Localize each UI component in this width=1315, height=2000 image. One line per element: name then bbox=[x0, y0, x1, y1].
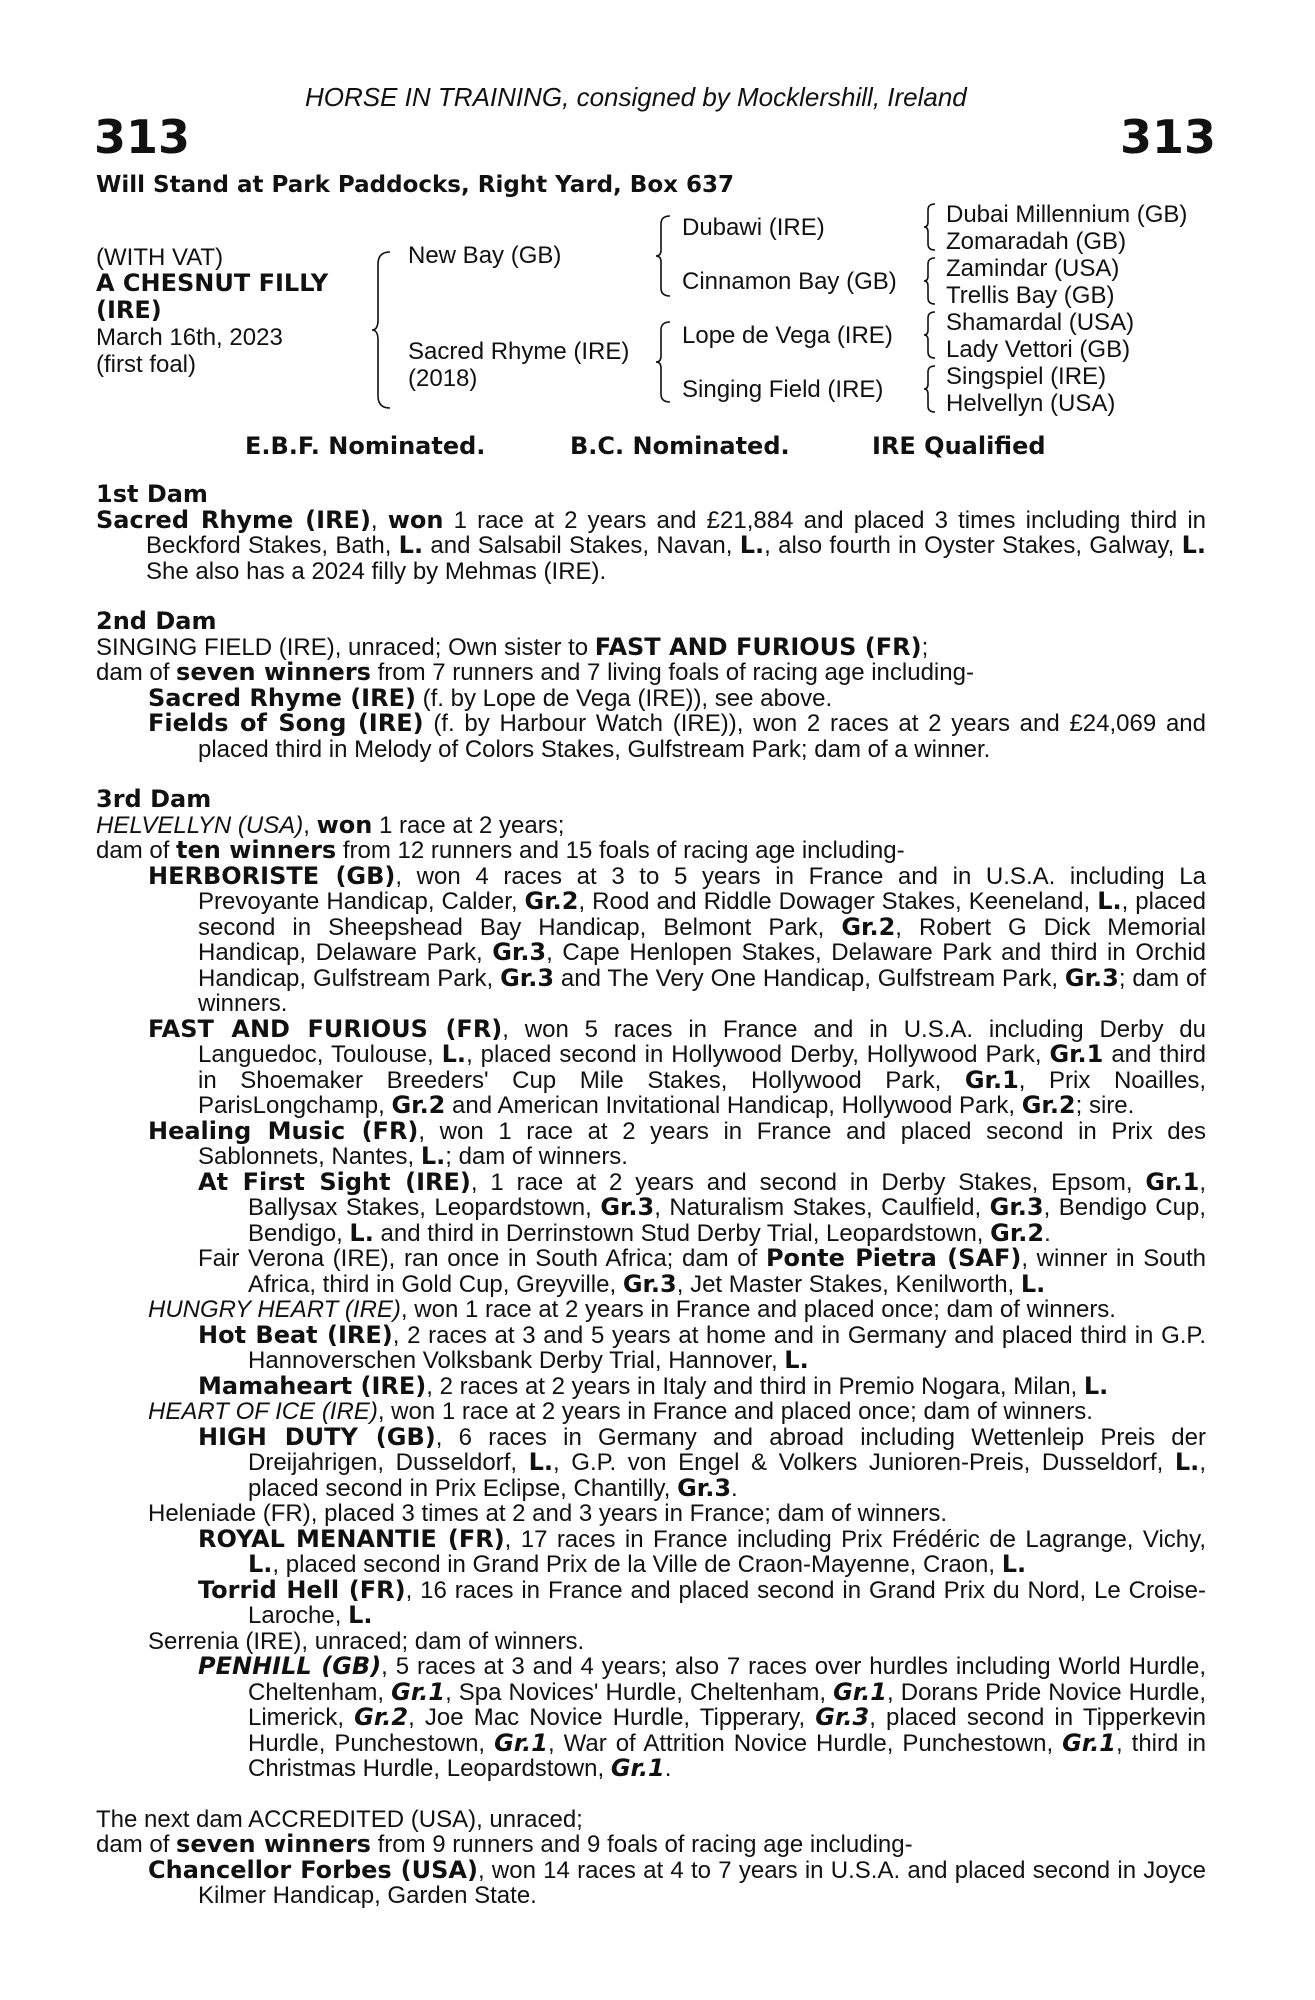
grand-produce-entry: Mamaheart (IRE), 2 races at 2 years in Italy and third in Premio Nogara, Milan, L. bbox=[198, 1371, 1109, 1400]
ire-qualification: IRE Qualified bbox=[872, 432, 1046, 460]
sire: New Bay (GB) bbox=[408, 242, 562, 269]
pedigree-brace-dam bbox=[654, 320, 674, 404]
horse-origin: (IRE) bbox=[96, 296, 162, 324]
ancestor-g3: Zamindar (USA) bbox=[946, 255, 1120, 282]
ancestor-g2: Zomaradah (GB) bbox=[946, 228, 1127, 255]
won-label: won bbox=[387, 505, 444, 534]
sire-sire: Dubawi (IRE) bbox=[682, 214, 825, 241]
grand-produce-entry: ROYAL MENANTIE (FR), 17 races in France including Prix Frédéric de Lagrange, Vichy, L., placed second in Grand Prix de la Ville de Craon-Mayenne, Craon, L. bbox=[198, 1524, 1207, 1578]
produce-entry: Heleniade (FR), placed 3 times at 2 and 3 years in France; dam of winners. bbox=[148, 1500, 948, 1527]
third-dam-heading: 3rd Dam bbox=[96, 785, 212, 813]
ancestor-g6: Lady Vettori (GB) bbox=[946, 336, 1131, 363]
grand-produce-entry: PENHILL (GB), 5 races at 3 and 4 years; also 7 races over hurdles including World Hurdle, Cheltenham, Gr.1, Spa Novices' Hurdle, Cheltenham, Gr.1, Dorans Pride Novice Hurdle, Limerick, Gr.2, Joe Mac Novice Hurdle, Tipperary, Gr.3, placed second in Tipperkevin Hurdle, Punchestown, Gr.1, War of Attrition Novice Hurdle, Punchestown, Gr.1, third in Christmas Hurdle, Leopardstown, Gr.1. bbox=[198, 1652, 1206, 1782]
stand-location: Will Stand at Park Paddocks, Right Yard, Box 637 bbox=[96, 172, 734, 198]
ancestor-g7: Singspiel (IRE) bbox=[946, 363, 1107, 390]
dam-dam: Singing Field (IRE) bbox=[682, 376, 884, 403]
ancestor-g8: Helvellyn (USA) bbox=[946, 390, 1116, 417]
pedigree-brace-g3 bbox=[922, 310, 938, 360]
pedigree-brace-g2 bbox=[922, 256, 938, 306]
pedigree-brace-main bbox=[370, 250, 394, 410]
produce-entry: HUNGRY HEART (IRE), won 1 race at 2 years in France and placed once; dam of winners. bbox=[148, 1296, 1116, 1323]
ancestor-g1: Dubai Millennium (GB) bbox=[946, 201, 1188, 228]
grand-produce-entry: Hot Beat (IRE), 2 races at 3 and 5 years at home and in Germany and placed third in G.P. Hannoverschen Volksbank Derby Trial, Hannover, L. bbox=[198, 1320, 1206, 1374]
catalogue-body bbox=[96, 482, 1206, 1909]
pedigree-brace-g1 bbox=[922, 202, 938, 252]
dam-year: (2018) bbox=[408, 365, 478, 392]
pedigree-brace-g4 bbox=[922, 364, 938, 414]
ebf-nomination: E.B.F. Nominated. bbox=[245, 432, 486, 460]
produce-entry: HERBORISTE (GB), won 4 races at 3 to 5 years in France and in U.S.A. including La Prevoyante Handicap, Calder, Gr.2, Rood and Riddle Dowager Stakes, Keeneland, L., placed second in Sheepshead Bay Handicap, Belmont Park, Gr.2, Robert G Dick Memorial Handicap, Delaware Park, Gr.3, Cape Henlopen Stakes, Delaware Park and third in Orchid Handicap, Gulfstream Park, Gr.3 and The Very One Handicap, Gulfstream Park, Gr.3; dam of winners. bbox=[148, 861, 1207, 1017]
grand-produce-entry: Fair Verona (IRE), ran once in South Africa; dam of Ponte Pietra (SAF), winner in South Africa, third in Gold Cup, Greyville, Gr.3, Jet Master Stakes, Kenilworth, L. bbox=[198, 1244, 1206, 1298]
ancestor-g5: Shamardal (USA) bbox=[946, 309, 1135, 336]
produce-entry: Fields of Song (IRE) (f. by Harbour Watch (IRE)), won 2 races at 2 years and £24,069 and placed third in Melody of Colors Stakes, Gulfstream Park; dam of a winner. bbox=[148, 709, 1206, 763]
bc-nomination: B.C. Nominated. bbox=[570, 432, 790, 460]
foal-note: (first foal) bbox=[96, 351, 197, 378]
first-dam-heading: 1st Dam bbox=[96, 480, 208, 508]
produce-entry: Sacred Rhyme (IRE) (f. by Lope de Vega (IRE)), see above. bbox=[148, 683, 833, 712]
produce-entry: Serrenia (IRE), unraced; dam of winners. bbox=[148, 1627, 585, 1655]
grand-produce-entry: At First Sight (IRE), 1 race at 2 years and second in Derby Stakes, Epsom, Gr.1, Ballysax Stakes, Leopardstown, Gr.3, Naturalism Stakes, Caulfield, Gr.3, Bendigo Cup, Bendigo, L. and third in Derrinstown Stud Derby Trial, Leopardstown, Gr.2. bbox=[198, 1167, 1207, 1247]
produce-entry: Healing Music (FR), won 1 race at 2 years in France and placed second in Prix des Sablonnets, Nantes, L.; dam of winners. bbox=[148, 1116, 1206, 1170]
horse-type: A CHESNUT FILLY bbox=[96, 269, 329, 297]
grand-produce-entry: Torrid Hell (FR), 16 races in France and placed second in Grand Prix du Nord, Le Croise-Laroche, L. bbox=[198, 1575, 1206, 1629]
pedigree-brace-sire bbox=[654, 214, 674, 298]
dam-name: Sacred Rhyme (IRE) bbox=[96, 505, 371, 534]
sire-dam: Cinnamon Bay (GB) bbox=[682, 268, 897, 295]
next-dam-produce: dam of seven winners from 9 runners and 9 foals of racing age including- bbox=[96, 1830, 913, 1858]
ancestor-g4: Trellis Bay (GB) bbox=[946, 282, 1115, 309]
dam-sire: Lope de Vega (IRE) bbox=[682, 322, 893, 349]
produce-entry: FAST AND FURIOUS (FR), won 5 races in France and in U.S.A. including Derby du Languedoc, Toulouse, L., placed second in Hollywood Derby, Hollywood Park, Gr.1 and third in Shoemaker Breeders' Cup Mile Stakes, Hollywood Park, Gr.1, Prix Noailles, ParisLongchamp, Gr.2 and American Invitational Handicap, Hollywood Park, Gr.2; sire. bbox=[148, 1014, 1207, 1119]
produce-entry: Chancellor Forbes (USA), won 14 races at 4 to 7 years in U.S.A. and placed second in Joyce Kilmer Handicap, Garden State. bbox=[148, 1855, 1207, 1909]
produce-entry: HEART OF ICE (IRE), won 1 race at 2 years in France and placed once; dam of winners. bbox=[148, 1398, 1093, 1425]
dam: Sacred Rhyme (IRE) bbox=[408, 338, 630, 365]
consignment-header: HORSE IN TRAINING, consigned by Mocklershill, Ireland bbox=[305, 82, 967, 112]
third-dam-line: HELVELLYN (USA), won 1 race at 2 years; bbox=[96, 810, 565, 839]
third-dam-produce: dam of ten winners from 12 runners and 15 foals of racing age including- bbox=[96, 836, 905, 864]
next-dam-line: The next dam ACCREDITED (USA), unraced; bbox=[96, 1805, 583, 1833]
second-dam-line: SINGING FIELD (IRE), unraced; Own sister to FAST AND FURIOUS (FR); bbox=[96, 632, 929, 661]
second-dam-heading: 2nd Dam bbox=[96, 607, 217, 635]
grand-produce-entry: HIGH DUTY (GB), 6 races in Germany and abroad including Wettenleip Preis der Dreijahrigen, Dusseldorf, L., G.P. von Engel & Volkers Junioren-Preis, Dusseldorf, L., placed second in Prix Eclipse, Chantilly, Gr.3. bbox=[198, 1422, 1206, 1502]
foaling-date: March 16th, 2023 bbox=[96, 324, 283, 351]
lot-number-left: 313 bbox=[94, 110, 191, 164]
second-dam-produce: dam of seven winners from 7 runners and 7 living foals of racing age including- bbox=[96, 658, 974, 686]
first-dam-entry: Sacred Rhyme (IRE), won 1 race at 2 years and £21,884 and placed 3 times including third in Beckford Stakes, Bath, L. and Salsabil Stakes, Navan, L., also fourth in Oyster Stakes, Galway, L. She also has a 2024 filly by Mehmas (IRE). bbox=[96, 505, 1207, 585]
lot-number-right: 313 bbox=[1120, 110, 1217, 164]
vat-label: (WITH VAT) bbox=[96, 244, 224, 271]
